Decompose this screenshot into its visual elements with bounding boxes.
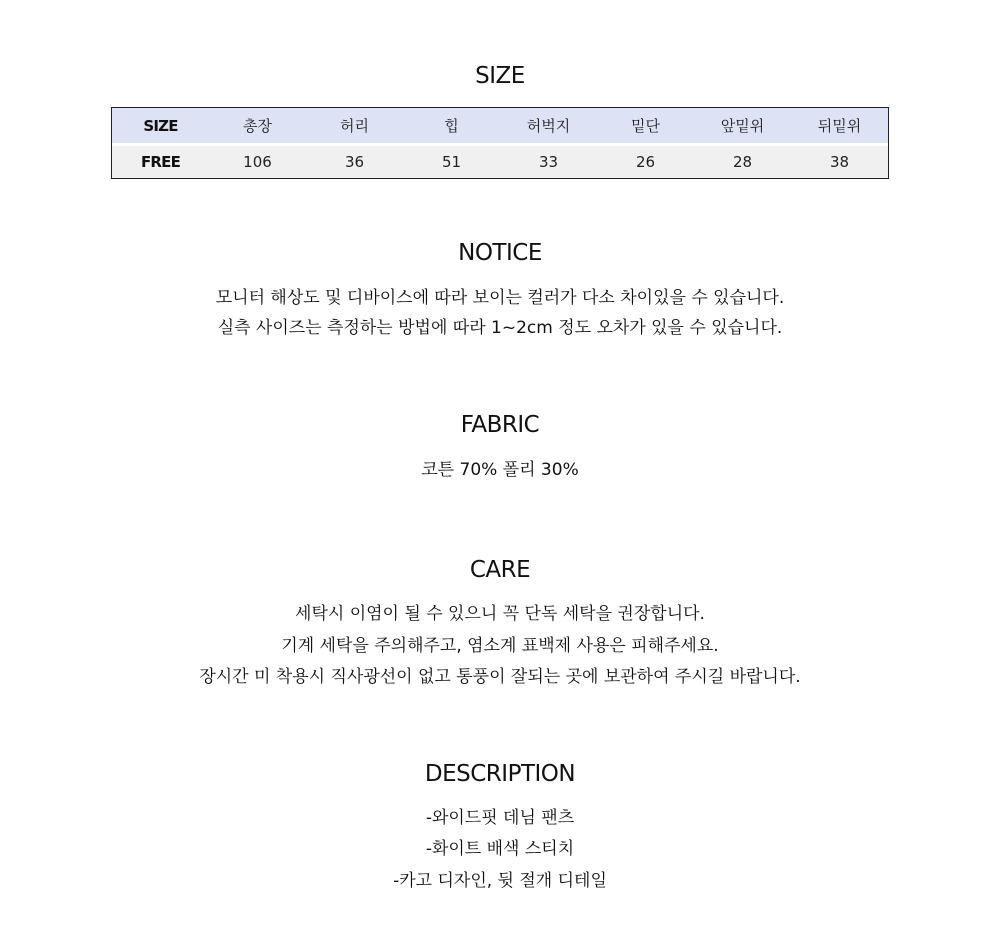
size-table-header-cell: 총장	[243, 117, 272, 135]
size-table-header-cell: 밑단	[631, 117, 660, 135]
description-line: -와이드핏 데님 팬츠	[425, 808, 575, 828]
size-table-header-cell: 힙	[444, 117, 459, 135]
size-table-header-cell: 허벅지	[526, 117, 571, 135]
fabric-heading: FABRIC	[460, 412, 540, 438]
size-table-cell: 106	[243, 153, 272, 171]
size-table-header-cell: 허리	[340, 117, 369, 135]
size-table-cell: 36	[344, 153, 365, 171]
size-table-cell: 33	[538, 153, 559, 171]
care-line: 장시간 미 착용시 직사광선이 없고 통풍이 잘되는 곳에 보관하여 주시길 바랍니다.	[199, 667, 801, 687]
fabric-line: 코튼 70% 폴리 30%	[421, 460, 579, 480]
size-table-cell: FREE	[140, 153, 181, 171]
description-line: -카고 디자인, 뒷 절개 디테일	[393, 871, 607, 891]
size-table-header-cell: SIZE	[143, 116, 178, 135]
notice-line: 모니터 해상도 및 디바이스에 따라 보이는 컬러가 다소 차이있을 수 있습니다.	[215, 288, 785, 308]
size-table-header-cell: 뒤밑위	[817, 117, 862, 135]
size-table-cell: 51	[441, 153, 462, 171]
description-line: -화이트 배색 스티치	[425, 839, 575, 859]
size-table-cell: 26	[635, 153, 656, 171]
care-line: 세탁시 이염이 될 수 있으니 꼭 단독 세탁을 권장합니다.	[295, 604, 705, 624]
size-table-header-row	[112, 108, 888, 143]
size-table-row	[112, 146, 888, 178]
size-table-cell: 28	[732, 153, 753, 171]
notice-heading: NOTICE	[458, 240, 542, 266]
size-table	[111, 107, 889, 179]
care-line: 기계 세탁을 주의해주고, 염소계 표백제 사용은 피해주세요.	[281, 636, 719, 656]
size-table-header-cell: 앞밑위	[720, 117, 765, 135]
care-heading: CARE	[469, 557, 531, 583]
size-heading: SIZE	[475, 63, 525, 89]
size-table-cell: 38	[829, 153, 850, 171]
notice-line: 실측 사이즈는 측정하는 방법에 따라 1~2cm 정도 오차가 있을 수 있습니다.	[217, 318, 783, 338]
description-heading: DESCRIPTION	[424, 761, 576, 787]
